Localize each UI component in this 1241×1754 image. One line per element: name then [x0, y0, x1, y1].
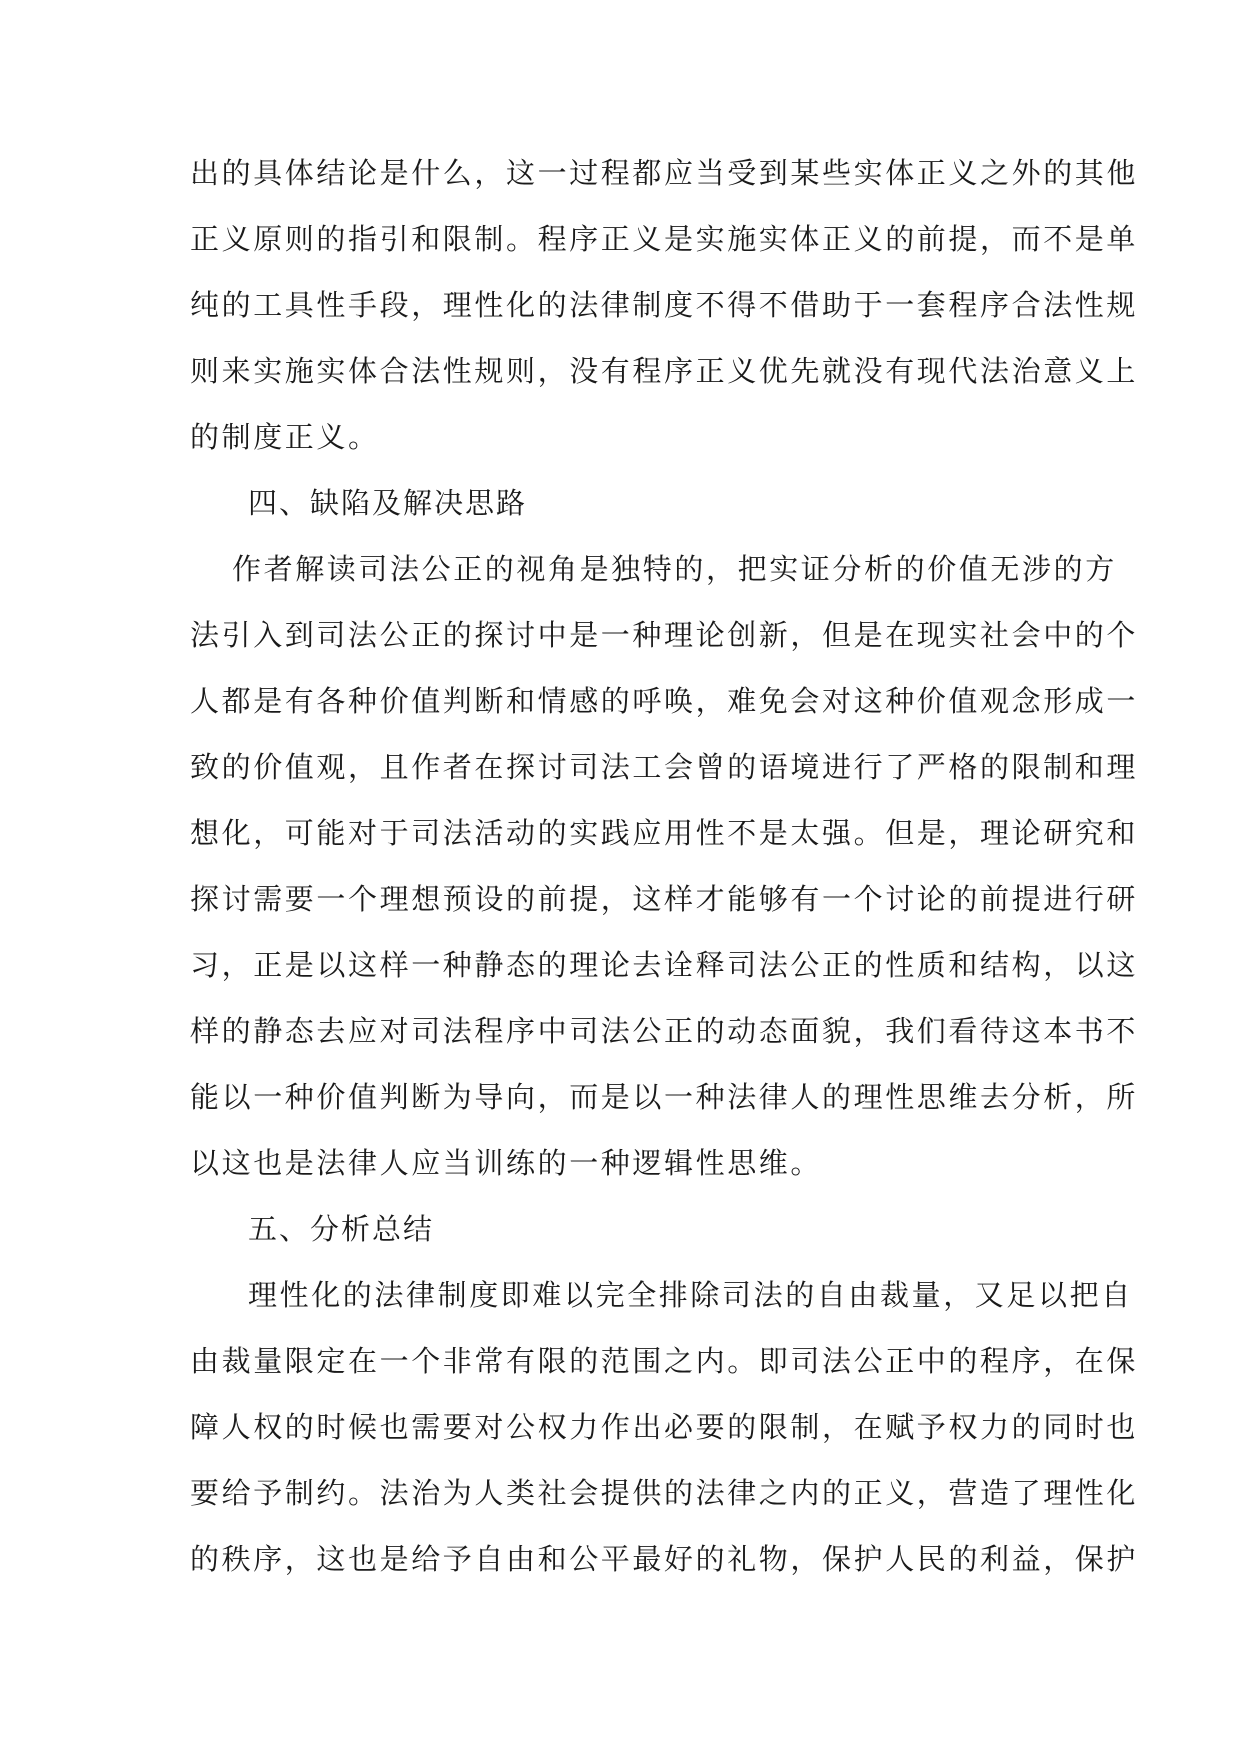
text-line: 作者解读司法公正的视角是独特的，把实证分析的价值无涉的方 [232, 552, 1117, 586]
text-line: 探讨需要一个理想预设的前提，这样才能够有一个讨论的前提进行研 [190, 882, 1139, 916]
text-line: 人都是有各种价值判断和情感的呼唤，难免会对这种价值观念形成一 [190, 684, 1139, 718]
text-line: 想化，可能对于司法活动的实践应用性不是太强。但是，理论研究和 [190, 816, 1139, 850]
text-line: 法引入到司法公正的探讨中是一种理论创新，但是在现实社会中的个 [190, 618, 1139, 652]
text-line: 正义原则的指引和限制。程序正义是实施实体正义的前提，而不是单 [190, 222, 1139, 256]
text-line: 则来实施实体合法性规则，没有程序正义优先就没有现代法治意义上 [190, 354, 1139, 388]
text-line: 的制度正义。 [190, 420, 380, 454]
section-heading: 五、分析总结 [248, 1212, 435, 1246]
text-line: 出的具体结论是什么，这一过程都应当受到某些实体正义之外的其他 [190, 156, 1139, 190]
text-line: 的秩序，这也是给予自由和公平最好的礼物，保护人民的利益，保护 [190, 1542, 1139, 1576]
text-line: 障人权的时候也需要对公权力作出必要的限制，在赋予权力的同时也 [190, 1410, 1139, 1444]
text-line: 样的静态去应对司法程序中司法公正的动态面貌，我们看待这本书不 [190, 1014, 1139, 1048]
text-line: 理性化的法律制度即难以完全排除司法的自由裁量，又足以把自 [248, 1278, 1133, 1312]
section-heading: 四、缺陷及解决思路 [248, 486, 528, 520]
text-line: 致的价值观，且作者在探讨司法工会曾的语境进行了严格的限制和理 [190, 750, 1139, 784]
text-line: 由裁量限定在一个非常有限的范围之内。即司法公正中的程序，在保 [190, 1344, 1139, 1378]
text-line: 纯的工具性手段，理性化的法律制度不得不借助于一套程序合法性规 [190, 288, 1139, 322]
text-line: 习，正是以这样一种静态的理论去诠释司法公正的性质和结构，以这 [190, 948, 1139, 982]
text-line: 能以一种价值判断为导向，而是以一种法律人的理性思维去分析，所 [190, 1080, 1139, 1114]
text-line: 以这也是法律人应当训练的一种逻辑性思维。 [190, 1146, 823, 1180]
text-line: 要给予制约。法治为人类社会提供的法律之内的正义，营造了理性化 [190, 1476, 1139, 1510]
